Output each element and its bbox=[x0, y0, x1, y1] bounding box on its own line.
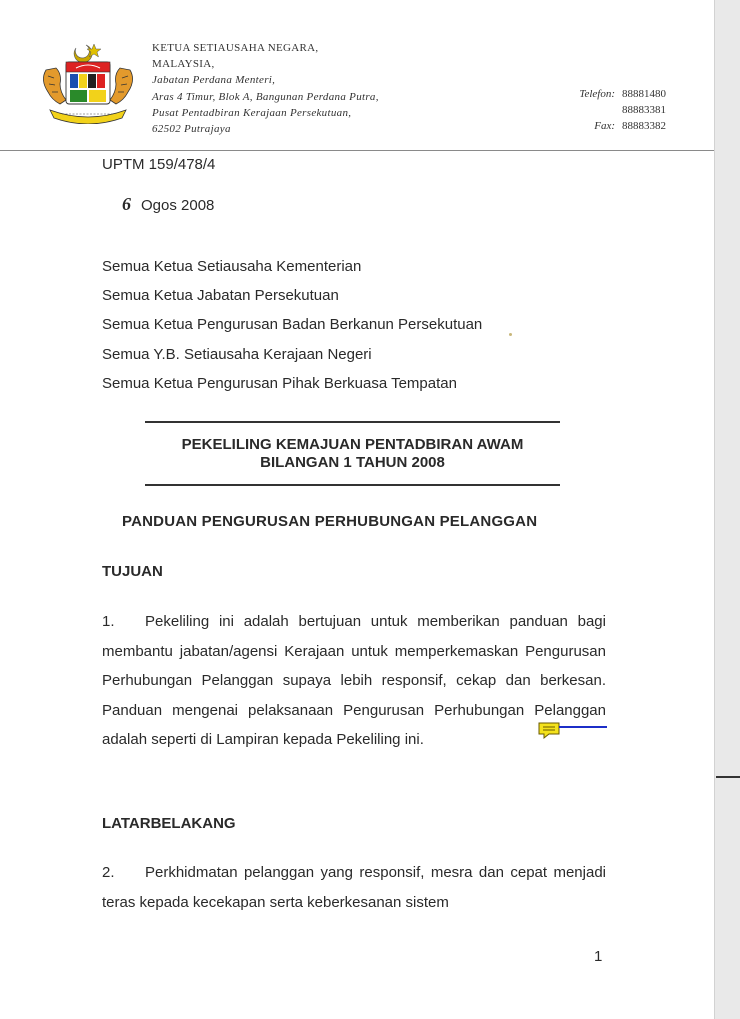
letterhead-line: Aras 4 Timur, Blok A, Bangunan Perdana Putra, bbox=[152, 90, 379, 103]
telefon-number: 88883381 bbox=[622, 104, 666, 116]
reference-number: UPTM 159/478/4 bbox=[102, 156, 216, 173]
telefon-label: Telefon: bbox=[579, 88, 615, 100]
page-number: 1 bbox=[594, 948, 603, 965]
malaysia-coat-of-arms-emblem bbox=[36, 40, 140, 124]
date-day-handwritten: 6 bbox=[122, 194, 131, 214]
letterhead-line: Pusat Pentadbiran Kerajaan Persekutuan, bbox=[152, 106, 352, 119]
scan-speck bbox=[509, 333, 512, 336]
paragraph-text: Pekeliling ini adalah bertujuan untuk memberikan panduan bagi membantu jabatan/agensi Kerajaan untuk memperkemaskan Pengurusan Perhubungan Pelanggan supaya lebih responsif, cekap dan berkesan. Panduan mengenai pelaksanaan Pengurusan Perhubungan Pelanggan adalah seperti di Lampiran kepada Pekeliling ini. bbox=[102, 613, 606, 748]
contact-labels bbox=[560, 86, 615, 134]
paragraph-number: 1. bbox=[102, 613, 115, 630]
paragraph-1 bbox=[102, 607, 606, 755]
letter-date bbox=[122, 194, 214, 215]
circular-title bbox=[145, 436, 560, 472]
letterhead-line: 62502 Putrajaya bbox=[152, 123, 231, 136]
section-heading-latarbelakang: LATARBELAKANG bbox=[102, 815, 236, 832]
circular-title-line: BILANGAN 1 TAHUN 2008 bbox=[260, 454, 445, 471]
recipient-item: Semua Ketua Jabatan Persekutuan bbox=[102, 287, 339, 305]
date-month-year: Ogos 2008 bbox=[141, 197, 215, 214]
title-rule-top bbox=[145, 421, 560, 423]
sticky-note-icon[interactable] bbox=[537, 720, 561, 740]
contact-values bbox=[622, 86, 666, 134]
paragraph-text: Perkhidmatan pelanggan yang responsif, mesra dan cepat menjadi teras kepada kecekapan serta keberkesanan sistem bbox=[102, 864, 606, 911]
recipient-item: Semua Ketua Pengurusan Badan Berkanun Persekutuan bbox=[102, 316, 483, 334]
fax-label: Fax: bbox=[594, 120, 615, 132]
letterhead-address bbox=[152, 40, 379, 137]
recipient-list bbox=[102, 252, 482, 398]
recipient-item: Semua Ketua Setiausaha Kementerian bbox=[102, 258, 362, 275]
telefon-number: 88881480 bbox=[622, 88, 666, 100]
letterhead-line: MALAYSIA, bbox=[152, 58, 215, 71]
fax-number: 88883382 bbox=[622, 120, 666, 132]
recipient-item: Semua Ketua Pengurusan Pihak Berkuasa Tempatan bbox=[102, 374, 457, 392]
paragraph-number: 2. bbox=[102, 864, 115, 881]
title-rule-bottom bbox=[145, 484, 560, 486]
scanned-page-edge bbox=[714, 0, 740, 1019]
section-heading-tujuan: TUJUAN bbox=[102, 563, 163, 580]
annotation-underline bbox=[559, 726, 607, 728]
subject-heading: PANDUAN PENGURUSAN PERHUBUNGAN PELANGGAN bbox=[122, 513, 538, 530]
page-edge-mark bbox=[716, 776, 740, 778]
circular-title-line: PEKELILING KEMAJUAN PENTADBIRAN AWAM bbox=[181, 436, 524, 453]
header-divider bbox=[0, 150, 714, 151]
letterhead-line: KETUA SETIAUSAHA NEGARA, bbox=[152, 42, 319, 54]
paragraph-2 bbox=[102, 858, 606, 917]
letterhead-line: Jabatan Perdana Menteri, bbox=[152, 74, 276, 87]
recipient-item: Semua Y.B. Setiausaha Kerajaan Negeri bbox=[102, 345, 372, 363]
